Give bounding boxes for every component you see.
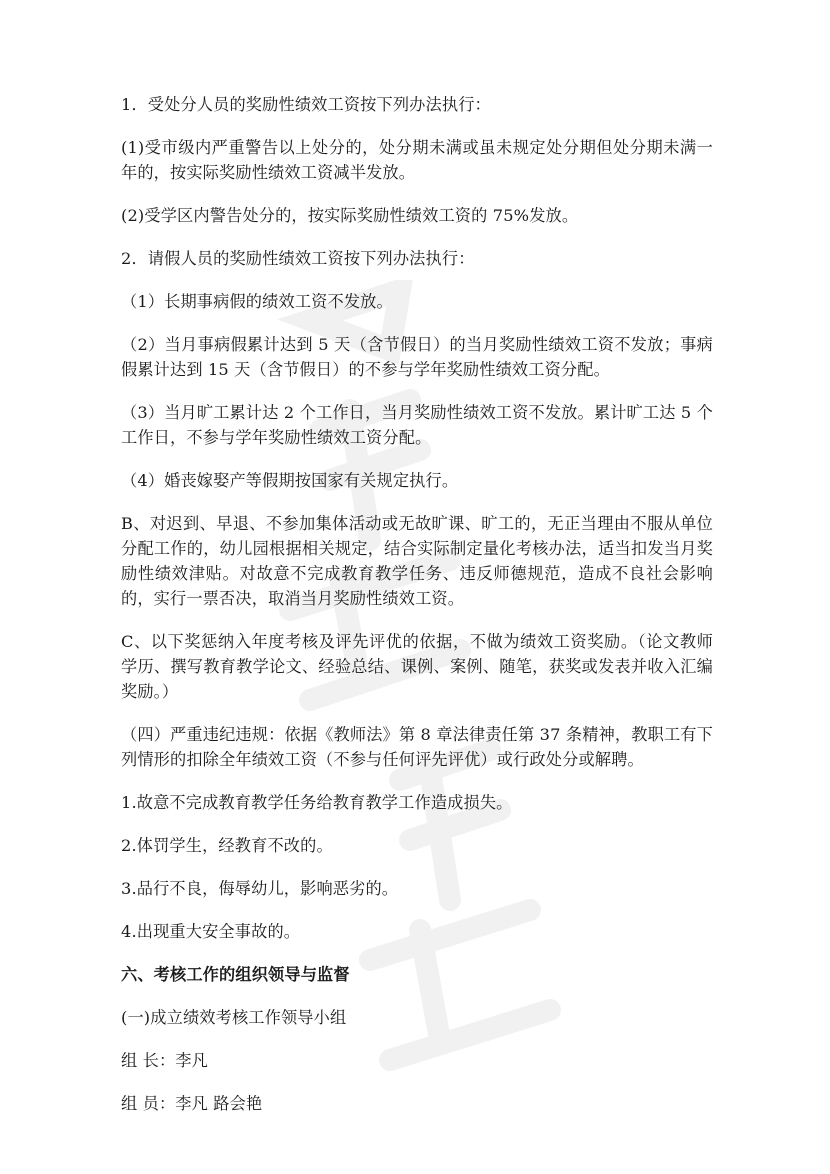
paragraph-special-leave: （4）婚丧嫁娶产等假期按国家有关规定执行。 bbox=[121, 471, 459, 490]
paragraph-violation-2: 2.体罚学生，经教育不改的。 bbox=[121, 836, 333, 855]
paragraph-sick-leave: （2）当月事病假累计达到 5 天（含节假日）的当月奖励性绩效工资不发放；事病假累计达到 15 天（含节假日）的不参与学年奖励性绩效工资分配。 bbox=[121, 335, 713, 379]
paragraph-long-leave: （1）长期事病假的绩效工资不发放。 bbox=[121, 292, 393, 311]
paragraph-violation-4: 4.出现重大安全事故的。 bbox=[121, 922, 301, 941]
paragraph-section-c: C、以下奖惩纳入年度考核及评先评优的依据，不做为绩效工资奖励。（论文教师学历、撰写教育教学论文、经验总结、课例、案例、随笔，获奖或发表并收入汇编奖励。） bbox=[121, 632, 713, 701]
paragraph-serious-violations: （四）严重违纪违规：依据《教师法》第 8 章法律责任第 37 条精神，教职工有下列情形的扣除全年绩效工资（不参与任何评先评优）或行政处分或解聘。 bbox=[121, 725, 713, 769]
paragraph-absence: （3）当月旷工累计达 2 个工作日，当月奖励性绩效工资不发放。累计旷工达 5 个工作日，不参与学年奖励性绩效工资分配。 bbox=[121, 403, 713, 447]
paragraph-suspension-rules: 1．受处分人员的奖励性绩效工资按下列办法执行： bbox=[121, 95, 491, 114]
paragraph-leading-group: (一)成立绩效考核工作领导小组 bbox=[121, 1008, 347, 1027]
paragraph-violation-3: 3.品行不良，侮辱幼儿，影响恶劣的。 bbox=[121, 879, 399, 898]
paragraph-group-members: 组 员：李凡 路会艳 bbox=[121, 1094, 263, 1113]
document-body bbox=[121, 92, 713, 1134]
paragraph-city-warning: (1)受市级内严重警告以上处分的，处分期未满或虽未规定处分期但处分期未满一年的，按实际奖励性绩效工资减半发放。 bbox=[121, 138, 713, 182]
paragraph-section-b: B、对迟到、早退、不参加集体活动或无故旷课、旷工的，无正当理由不服从单位分配工作的，幼儿园根据相关规定，结合实际制定量化考核办法，适当扣发当月奖励性绩效津贴。对故意不完成教育教学任务、违反师德规范，造成不良社会影响的，实行一票否决，取消当月奖励性绩效工资。 bbox=[121, 514, 713, 608]
section-heading-six: 六、考核工作的组织领导与监督 bbox=[121, 965, 350, 984]
paragraph-leave-rules: 2．请假人员的奖励性绩效工资按下列办法执行： bbox=[121, 249, 475, 268]
paragraph-group-leader: 组 长：李凡 bbox=[121, 1051, 208, 1070]
paragraph-district-warning: (2)受学区内警告处分的，按实际奖励性绩效工资的 75%发放。 bbox=[121, 206, 579, 225]
paragraph-violation-1: 1.故意不完成教育教学任务给教育教学工作造成损失。 bbox=[121, 793, 513, 812]
